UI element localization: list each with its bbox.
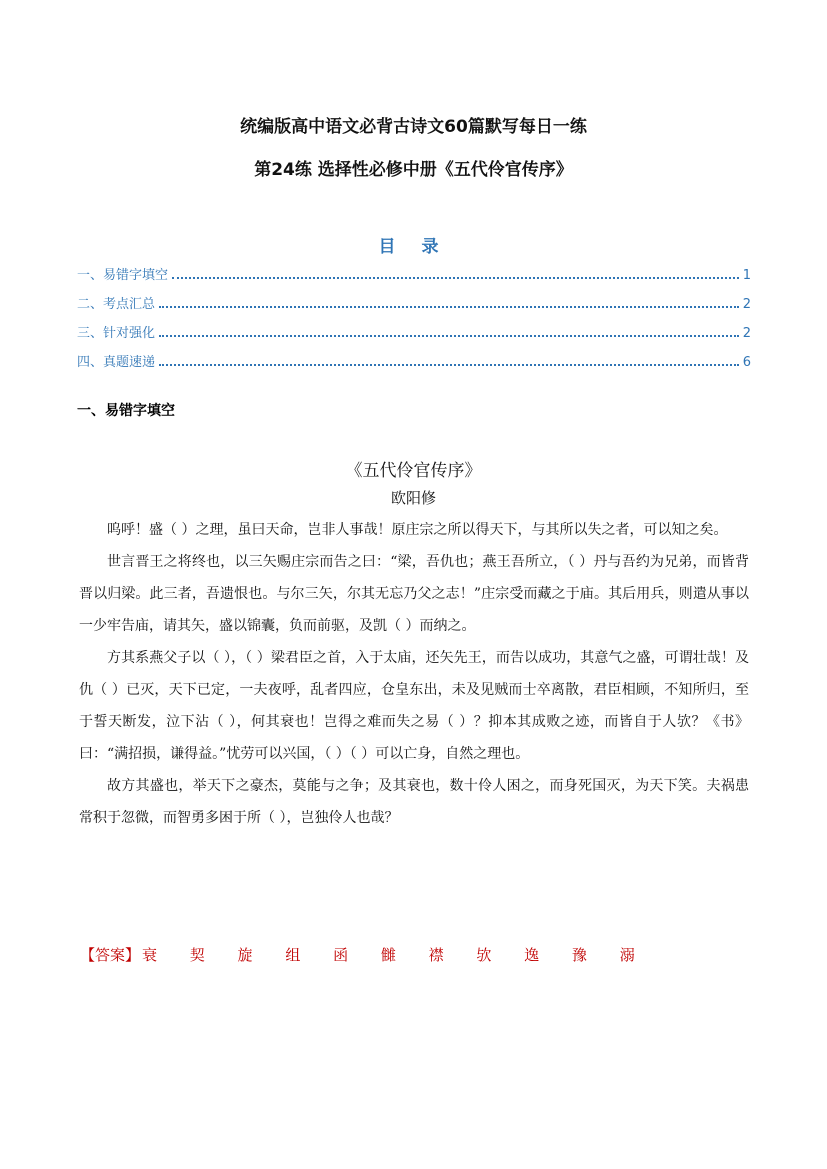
- toc-item-label: 四、真题速递: [77, 355, 156, 370]
- answer-characters: 衰 契 旋 组 函 雠 襟 欤 逸 豫 溺: [142, 946, 649, 964]
- toc-leader-dots: [172, 276, 739, 279]
- toc-leader-dots: [159, 305, 739, 308]
- toc-item-label: 三、针对强化: [77, 326, 156, 341]
- toc-item-page: 6: [742, 355, 751, 370]
- toc-item-page: 1: [742, 268, 751, 283]
- paragraph: 故方其盛也，举天下之豪杰，莫能与之争；及其衰也，数十伶人困之，而身死国灭，为天下笑。夫祸患常积于忽微，而智勇多困于所（ ），岂独伶人也哉？: [79, 778, 749, 826]
- toc-heading: 目 录: [378, 237, 449, 257]
- answer-line: [80, 944, 649, 965]
- poem-title: 《五代伶官传序》: [345, 461, 482, 481]
- toc-item-page: 2: [742, 326, 751, 341]
- document-title: 统编版高中语文必背古诗文60篇默写每日一练: [240, 117, 587, 137]
- paragraph: 呜呼！盛（ ）之理，虽曰天命，岂非人事哉！原庄宗之所以得天下，与其所以失之者，可以知之矣。: [107, 522, 728, 538]
- toc-item-label: 二、考点汇总: [77, 297, 156, 312]
- toc-item-2[interactable]: [77, 294, 751, 312]
- section-heading: 一、易错字填空: [77, 403, 175, 419]
- toc-leader-dots: [159, 334, 739, 337]
- toc-leader-dots: [159, 363, 739, 366]
- poem-author: 欧阳修: [390, 489, 436, 507]
- poem-body: [79, 514, 749, 834]
- toc-item-1[interactable]: [77, 265, 751, 283]
- toc-item-label: 一、易错字填空: [77, 268, 169, 283]
- paragraph: 世言晋王之将终也，以三矢赐庄宗而告之曰：“梁，吾仇也；燕王吾所立，（ ）丹与吾约为兄弟，而皆背晋以归梁。此三者，吾遗恨也。与尔三矢，尔其无忘乃父之志！”庄宗受而藏之于庙。其后用兵，则遣从事以一少牢告庙，请其矢，盛以锦囊，负而前驱，及凯（ ）而纳之。: [79, 554, 749, 634]
- toc-item-4[interactable]: [77, 352, 751, 370]
- toc-item-3[interactable]: [77, 323, 751, 341]
- paragraph: 方其系燕父子以（ ），（ ）梁君臣之首，入于太庙，还矢先王，而告以成功，其意气之盛，可谓壮哉！及仇（ ）已灭，天下已定，一夫夜呼，乱者四应，仓皇东出，未及见贼而士卒离散，君臣相顾，不知所归，至于誓天断发，泣下沾（ ），何其衰也！岂得之难而失之易（ ）？抑本其成败之迹，而皆自于人欤？《书》曰：“满招损，谦得益。”忧劳可以兴国，（ ）（ ）可以亡身，自然之理也。: [79, 650, 749, 762]
- toc-item-page: 2: [742, 297, 751, 312]
- answer-label: 【答案】: [80, 946, 141, 964]
- document-subtitle: 第24练 选择性必修中册《五代伶官传序》: [254, 160, 573, 180]
